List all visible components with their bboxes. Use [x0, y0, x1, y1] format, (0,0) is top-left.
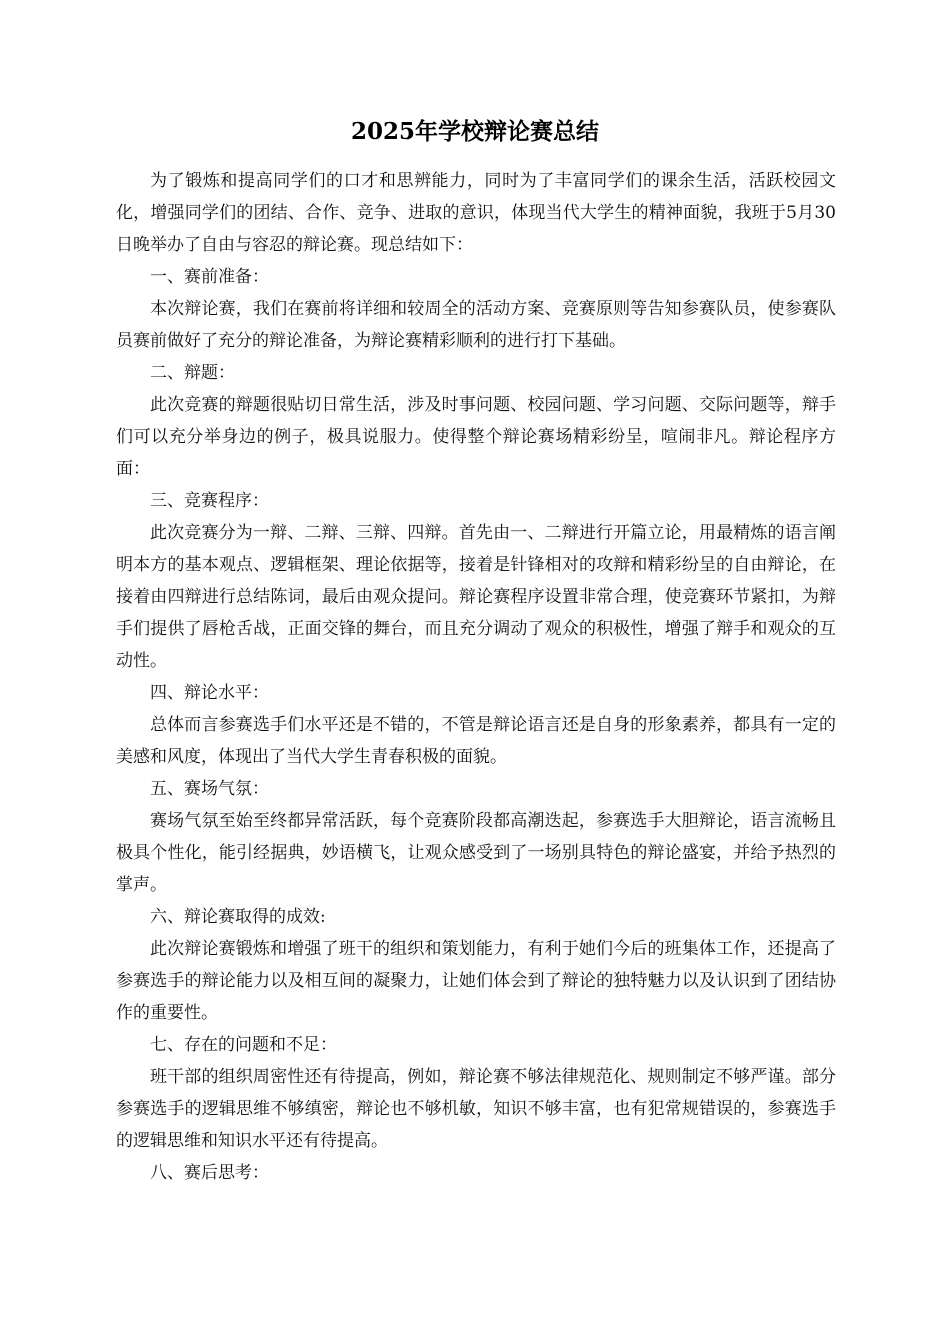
paragraph-preparation: 本次辩论赛，我们在赛前将详细和较周全的活动方案、竞赛原则等告知参赛队员，使参赛队员赛前做好了充分的辩论准备，为辩论赛精彩顺利的进行打下基础。 [116, 299, 836, 351]
document-body [116, 165, 836, 1189]
paragraph-topic: 此次竞赛的辩题很贴切日常生活，涉及时事问题、校园问题、学习问题、交际问题等，辩手们可以充分举身边的例子，极具说服力。使得整个辩论赛场精彩纷呈，喧闹非凡。辩论程序方面： [116, 395, 836, 479]
section-heading-topic: 二、辩题： [150, 363, 235, 383]
paragraph-results: 此次辩论赛锻炼和增强了班干的组织和策划能力，有利于她们今后的班集体工作，还提高了参赛选手的辩论能力以及相互间的凝聚力，让她们体会到了辩论的独特魅力以及认识到了团结协作的重要性。 [116, 939, 836, 1023]
section-heading-results: 六、辩论赛取得的成效: [150, 907, 326, 927]
paragraph-procedure: 此次竞赛分为一辩、二辩、三辩、四辩。首先由一、二辩进行开篇立论，用最精炼的语言阐明本方的基本观点、逻辑框架、理论依据等，接着是针锋相对的攻辩和精彩纷呈的自由辩论，在接着由四辩进行总结陈词，最后由观众提问。辩论赛程序设置非常合理，使竞赛环节紧扣，为辩手们提供了唇枪舌战，正面交锋的舞台，而且充分调动了观众的积极性，增强了辩手和观众的互动性。 [116, 523, 836, 671]
intro-paragraph: 为了锻炼和提高同学们的口才和思辨能力，同时为了丰富同学们的课余生活，活跃校园文化，增强同学们的团结、合作、竞争、进取的意识，体现当代大学生的精神面貌，我班于5月30日晚举办了自由与容忍的辩论赛。现总结如下： [116, 171, 836, 255]
paragraph-atmosphere: 赛场气氛至始至终都异常活跃，每个竞赛阶段都高潮迭起，参赛选手大胆辩论，语言流畅且极具个性化，能引经据典，妙语横飞，让观众感受到了一场别具特色的辩论盛宴，并给予热烈的掌声。 [116, 811, 836, 895]
paragraph-problems: 班干部的组织周密性还有待提高，例如，辩论赛不够法律规范化、规则制定不够严谨。部分参赛选手的逻辑思维不够缜密，辩论也不够机敏，知识不够丰富，也有犯常规错误的，参赛选手的逻辑思维和知识水平还有待提高。 [116, 1067, 836, 1151]
section-heading-level: 四、辩论水平： [150, 683, 269, 703]
paragraph-level: 总体而言参赛选手们水平还是不错的，不管是辩论语言还是自身的形象素养，都具有一定的美感和风度，体现出了当代大学生青春积极的面貌。 [116, 715, 836, 767]
section-heading-preparation: 一、赛前准备： [150, 267, 269, 287]
section-heading-procedure: 三、竞赛程序： [150, 491, 269, 511]
section-heading-reflection: 八、赛后思考： [150, 1163, 269, 1183]
document-title: 2025年学校辩论赛总结 [350, 118, 599, 145]
section-heading-atmosphere: 五、赛场气氛： [150, 779, 269, 799]
section-heading-problems: 七、存在的问题和不足： [150, 1035, 337, 1055]
